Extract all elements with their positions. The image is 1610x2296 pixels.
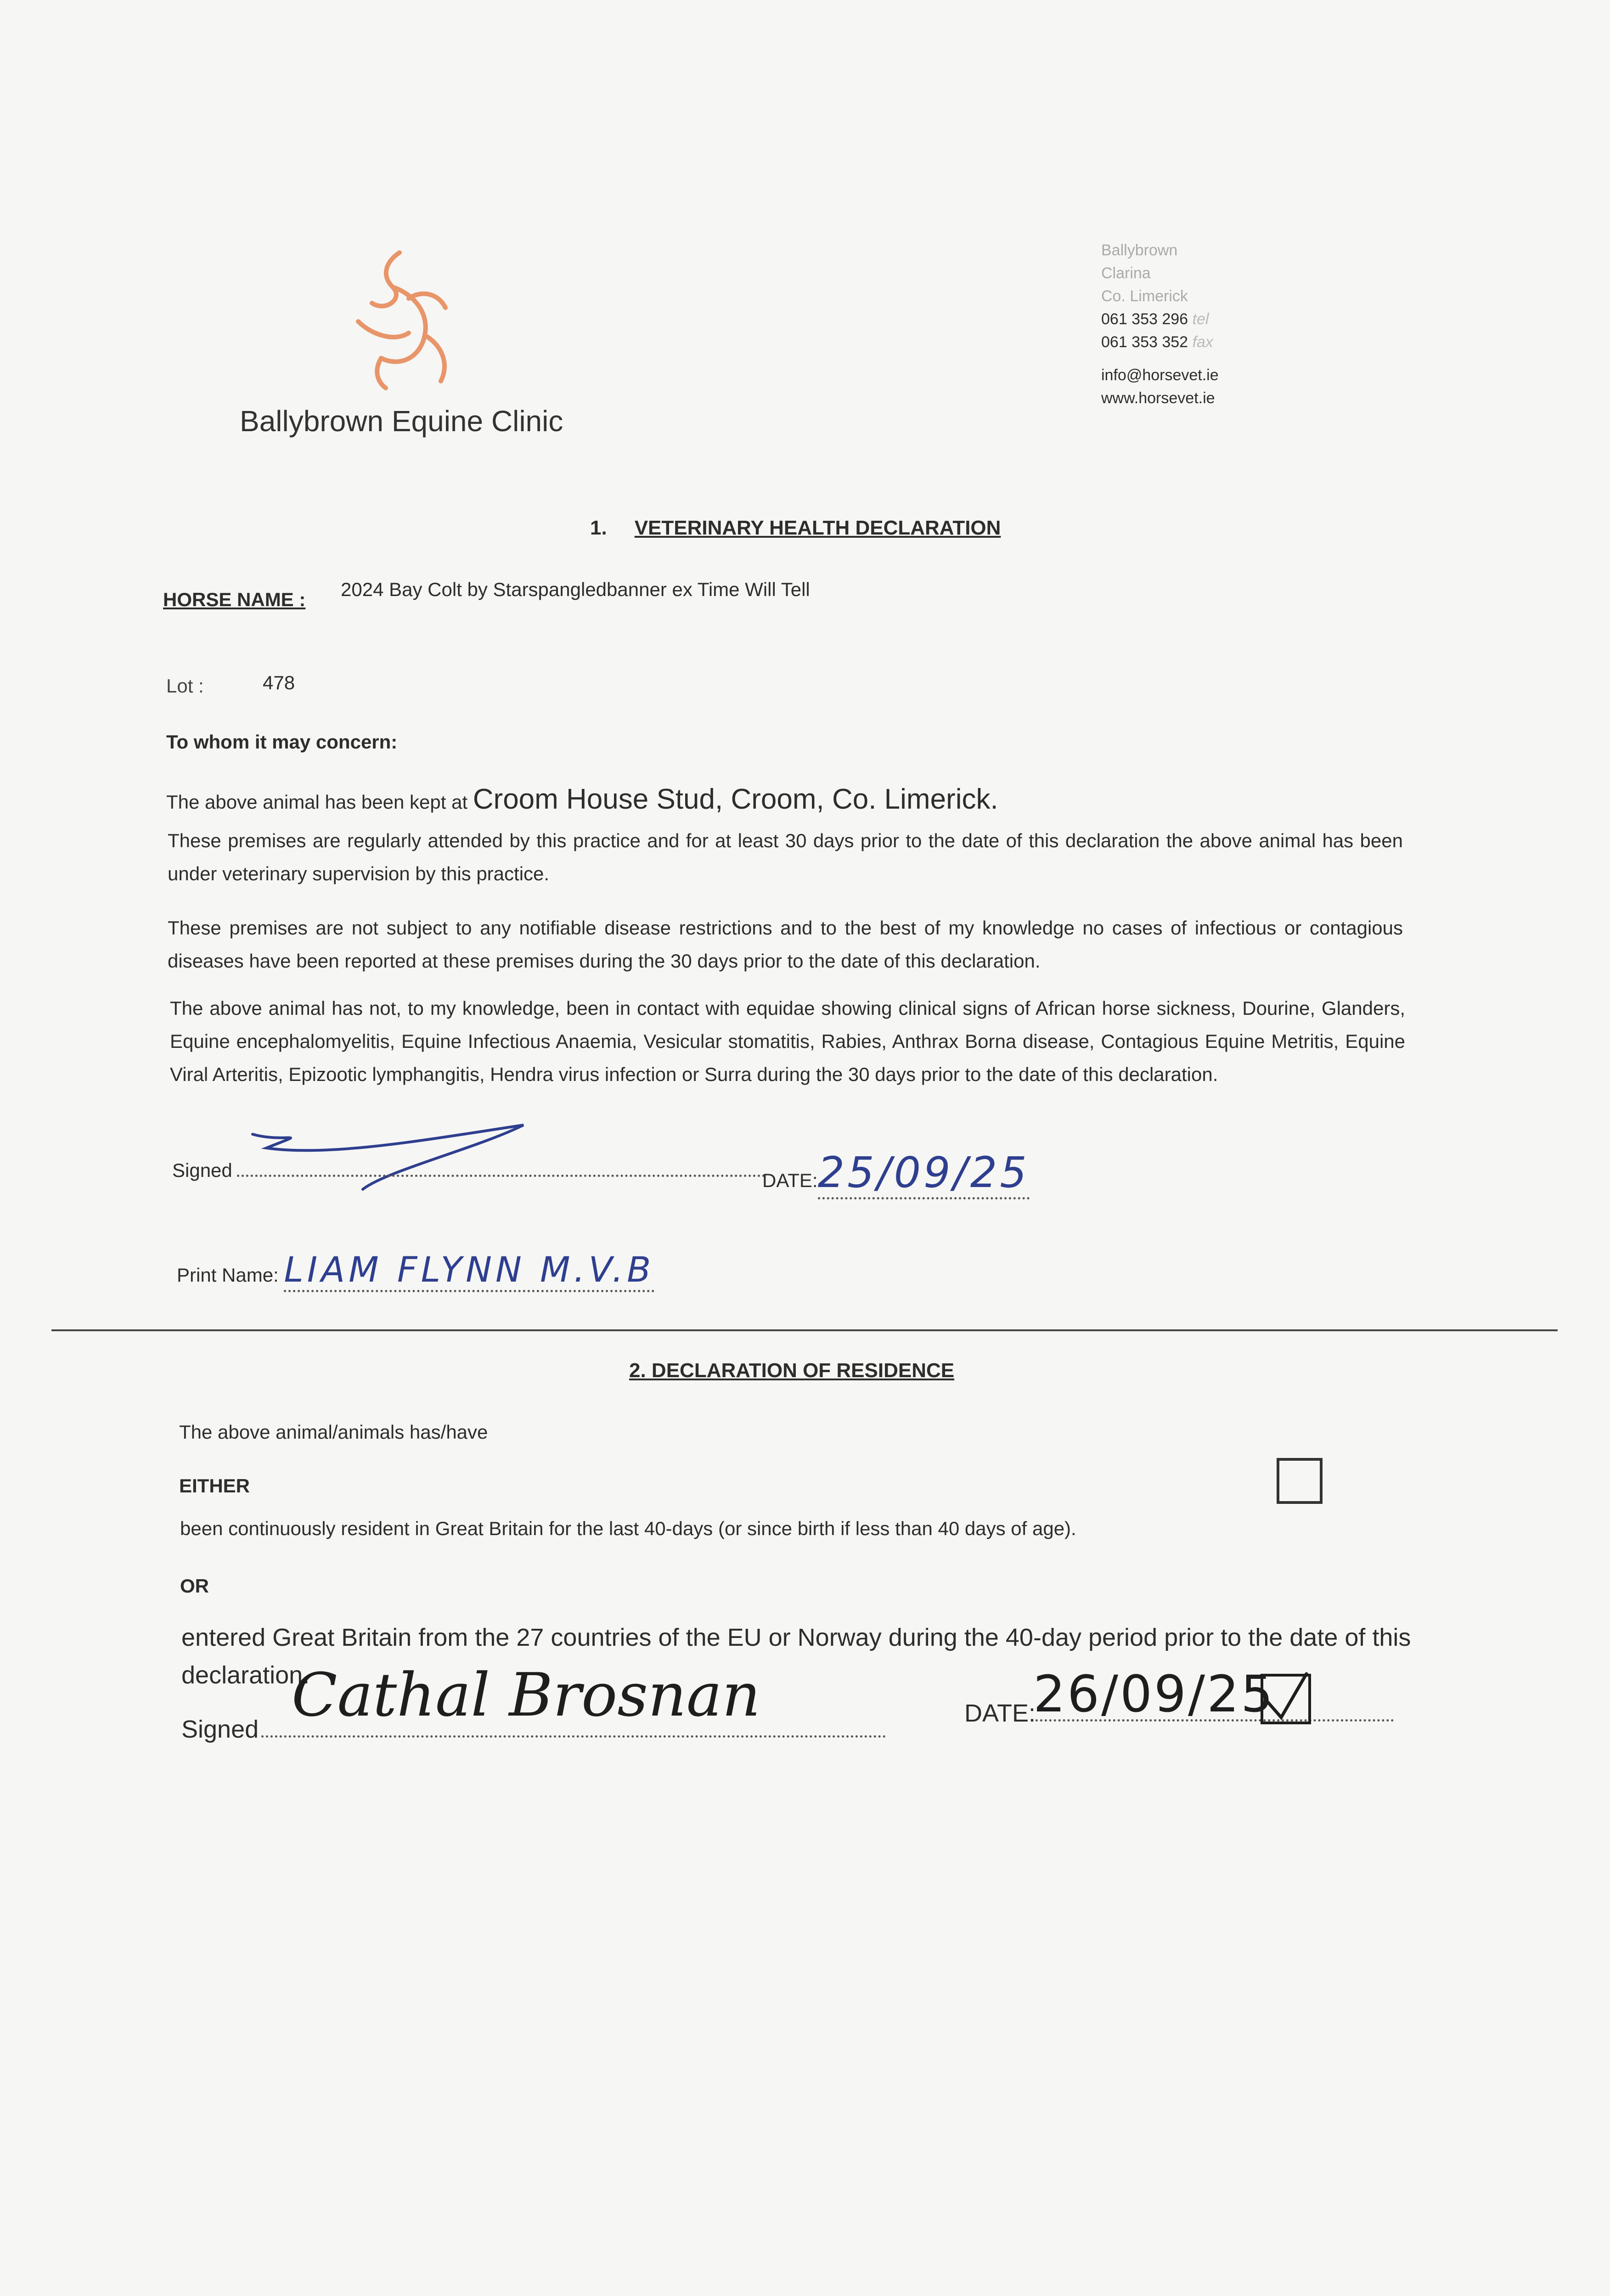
vet-signed-label: Signed: [172, 1159, 232, 1181]
clinic-name: Ballybrown Equine Clinic: [240, 405, 563, 438]
vet-signature-field: [237, 1175, 765, 1177]
clinic-phone: 061 353 296: [1101, 310, 1188, 328]
clinic-address-block: [1101, 239, 1219, 410]
owner-date-label: DATE:: [964, 1699, 1036, 1727]
address-line-2: Clarina: [1101, 264, 1151, 282]
contact-paragraph: The above animal has not, to my knowledge, been in contact with equidae showing clinical signs of African horse sickness, Dourine, Glanders, Equine encephalomyelitis, Equine Infectious Anaemia, Vesicular stomatitis, Rabies, Anthrax Borna disease, Contagious Equine Metritis, Equine Viral Arteritis, Epizootic lymphangitis, Hendra virus infection or Surra during the 30 days prior to the date of this declaration.: [170, 997, 1405, 1085]
owner-signature: Cathal Brosnan: [292, 1660, 760, 1730]
section1-number: 1.: [590, 517, 607, 539]
clinic-logo: [331, 243, 468, 395]
entered-checkbox-ticked[interactable]: [1258, 1671, 1313, 1727]
address-line-1: Ballybrown: [1101, 242, 1178, 259]
resident-checkbox[interactable]: [1277, 1458, 1323, 1504]
section-divider: [51, 1329, 1558, 1331]
owner-date-value: 26/09/25: [1033, 1665, 1275, 1723]
print-name-line: [177, 1249, 654, 1292]
supervision-paragraph: These premises are regularly attended by this practice and for at least 30 days prior to the date of this declaration the above animal has been under veterinary supervision by this practice.: [168, 830, 1403, 884]
clinic-fax: 061 353 352: [1101, 333, 1188, 351]
to-whom-heading: To whom it may concern:: [166, 731, 398, 753]
lot-value: 478: [263, 672, 295, 693]
vet-signature: [248, 1116, 579, 1194]
vet-date-line: [762, 1148, 1030, 1199]
vet-date-value: 25/09/25: [818, 1148, 1030, 1199]
kept-at-line: [166, 783, 998, 816]
section2-title: 2. DECLARATION OF RESIDENCE: [629, 1359, 955, 1382]
horse-name-value: 2024 Bay Colt by Starspangledbanner ex Time Will Tell: [341, 579, 810, 600]
owner-signed-line: [181, 1660, 886, 1744]
owner-signature-field: [261, 1735, 886, 1738]
phone-label: tel: [1192, 310, 1209, 328]
clinic-email: info@horsevet.ie: [1101, 366, 1219, 384]
fax-label: fax: [1192, 333, 1213, 351]
either-label: EITHER: [179, 1475, 250, 1497]
or-label: OR: [180, 1575, 209, 1597]
section1-title: [590, 517, 1001, 540]
vet-date-label: DATE:: [762, 1170, 818, 1191]
entered-option-text: entered Great Britain from the 27 countries of the EU or Norway during the 40-day period prior to the date of this declaration.: [181, 1624, 1411, 1689]
print-name-label: Print Name:: [177, 1264, 279, 1286]
resident-option-text: been continuously resident in Great Britain for the last 40-days (or since birth if less than 40 days of age).: [180, 1518, 1076, 1539]
address-line-3: Co. Limerick: [1101, 287, 1188, 305]
owner-signed-label: Signed: [181, 1716, 259, 1743]
lot-label: Lot :: [166, 675, 204, 697]
print-name-value: LIAM FLYNN M.V.B: [284, 1249, 654, 1292]
residence-intro: The above animal/animals has/have: [179, 1421, 488, 1443]
vet-signed-line: [172, 1159, 765, 1182]
clinic-website: www.horsevet.ie: [1101, 389, 1215, 407]
owner-date-line: [964, 1665, 1394, 1728]
disease-restriction-paragraph: These premises are not subject to any notifiable disease restrictions and to the best of my knowledge no cases of infectious or contagious diseases have been reported at these premises during the 30 days prior to the date of this declaration.: [168, 917, 1403, 972]
kept-place: Croom House Stud, Croom, Co. Limerick.: [473, 783, 998, 815]
horse-name-label: HORSE NAME :: [163, 589, 306, 610]
section1-title-text: VETERINARY HEALTH DECLARATION: [634, 517, 1001, 539]
kept-prefix: The above animal has been kept at: [166, 791, 468, 813]
